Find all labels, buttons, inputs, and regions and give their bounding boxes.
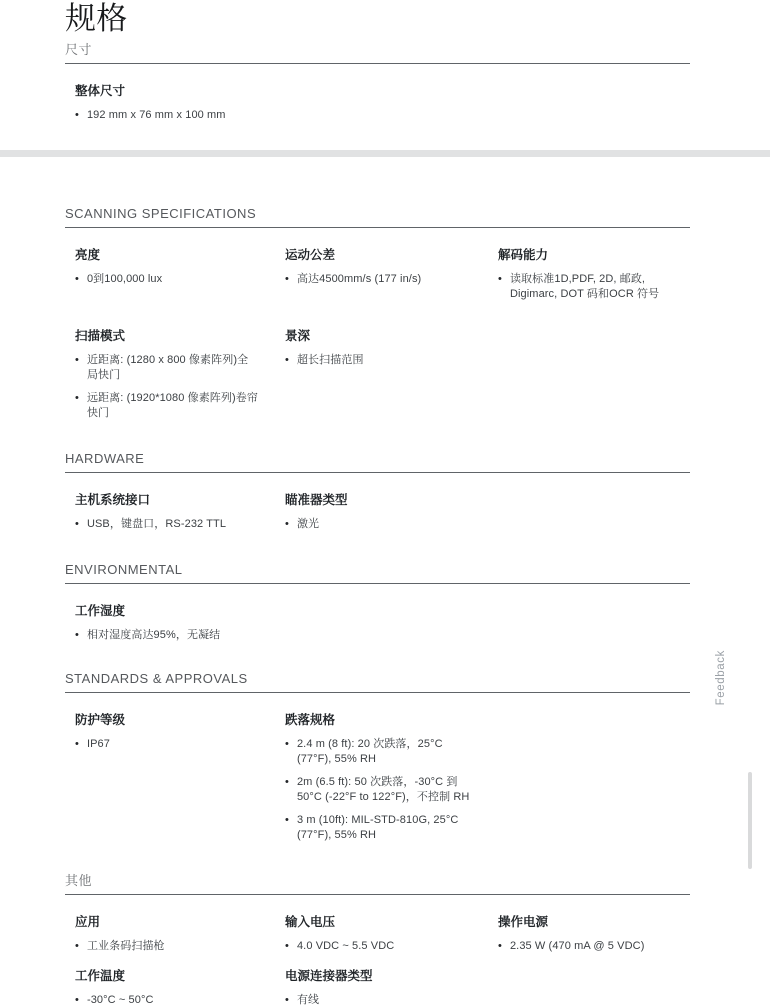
spec-group-ip-rating (65, 713, 275, 752)
spec-row (65, 604, 690, 643)
spec-value: 相对湿度高达95%，无凝结 (86, 629, 221, 641)
section-environmental (65, 562, 690, 643)
bullet-icon: • (75, 518, 79, 530)
section-heading-other: 其他 (65, 873, 690, 895)
spec-label: 防护等级 (75, 713, 126, 727)
spec-items (498, 272, 674, 302)
spec-value: 有线 (296, 994, 320, 1006)
spec-group-motion-tolerance (275, 248, 488, 287)
spec-label: 应用 (75, 915, 101, 929)
spec-item (285, 517, 472, 532)
spec-item (285, 775, 472, 805)
spec-label: 主机系统接口 (75, 493, 151, 507)
spec-item (285, 993, 472, 1008)
section-heading-scanning: SCANNING SPECIFICATIONS (65, 206, 690, 228)
feedback-tab[interactable]: Feedback (715, 650, 727, 706)
section-dimensions (65, 42, 690, 123)
spec-items (75, 517, 259, 532)
section-heading-standards: STANDARDS & APPROVALS (65, 671, 690, 693)
spec-value: 激光 (296, 518, 320, 530)
spec-item (75, 628, 259, 643)
bullet-icon: • (75, 994, 79, 1006)
spec-value: 工业条码扫描枪 (86, 940, 165, 952)
bullet-icon: • (285, 776, 289, 788)
spec-row (65, 329, 690, 421)
spec-row (65, 84, 690, 123)
spec-value: 0到100,000 lux (86, 273, 163, 285)
spec-label: 景深 (285, 329, 311, 343)
bullet-icon: • (285, 354, 289, 366)
bullet-icon: • (75, 273, 79, 285)
bullet-icon: • (75, 354, 79, 366)
spec-group-power-connector (275, 969, 488, 1008)
section-hardware (65, 451, 690, 532)
spec-group-host-interface (65, 493, 275, 532)
spec-row (65, 915, 690, 954)
spec-group-decode-capability (488, 248, 690, 302)
spec-label: 电源连接器类型 (285, 969, 373, 983)
spec-label: 输入电压 (285, 915, 336, 929)
spec-group-depth-of-field (275, 329, 488, 368)
spec-value: 远距离: (1920*1080 像素阵列)卷帘快门 (86, 392, 258, 419)
spec-label: 工作温度 (75, 969, 126, 983)
spec-value: 读取标准1D,PDF, 2D, 邮政, Digimarc, DOT 码和OCR 符号 (509, 273, 660, 300)
spec-label: 操作电源 (498, 915, 549, 929)
spec-row (65, 493, 690, 532)
spec-item (75, 353, 259, 383)
spec-label: 亮度 (75, 248, 101, 262)
spec-value: USB，键盘口，RS-232 TTL (86, 518, 227, 530)
section-heading-hardware: HARDWARE (65, 451, 690, 473)
spec-value: 高达4500mm/s (177 in/s) (296, 273, 422, 285)
spec-item (75, 993, 259, 1008)
spec-items (75, 993, 259, 1008)
bullet-icon: • (75, 629, 79, 641)
spec-label: 解码能力 (498, 248, 549, 262)
spec-group-application (65, 915, 275, 954)
spec-group-input-voltage (275, 915, 488, 954)
spec-row (65, 248, 690, 302)
bullet-icon: • (285, 518, 289, 530)
section-standards-approvals (65, 671, 690, 843)
spec-item (285, 737, 472, 767)
spec-label: 运动公差 (285, 248, 336, 262)
spec-item (498, 272, 674, 302)
spec-items (285, 517, 472, 532)
spec-item (75, 517, 259, 532)
section-heading-dimensions: 尺寸 (65, 42, 690, 64)
bullet-icon: • (285, 940, 289, 952)
spec-item (285, 272, 472, 287)
spec-group-scan-mode (65, 329, 275, 421)
bullet-icon: • (285, 738, 289, 750)
spec-items (285, 737, 472, 843)
spec-item (75, 108, 259, 123)
spec-value: 超长扫描范围 (296, 354, 364, 366)
spec-label: 整体尺寸 (75, 84, 126, 98)
divider-band (0, 150, 770, 157)
spec-content (0, 2, 770, 1008)
spec-items (285, 353, 472, 368)
bullet-icon: • (75, 392, 79, 404)
spec-item (75, 939, 259, 954)
spec-item (285, 353, 472, 368)
bullet-icon: • (75, 109, 79, 121)
spec-label: 瞄准器类型 (285, 493, 348, 507)
spec-label: 扫描模式 (75, 329, 126, 343)
spec-item (285, 813, 472, 843)
spec-item (285, 939, 472, 954)
spec-label: 工作湿度 (75, 604, 126, 618)
spec-items (75, 353, 259, 421)
spec-group-illumination (65, 248, 275, 287)
spec-value: -30°C ~ 50°C (86, 994, 154, 1006)
bullet-icon: • (498, 273, 502, 285)
spec-items (498, 939, 674, 954)
spec-items (285, 272, 472, 287)
spec-group-overall-dimensions (65, 84, 275, 123)
spec-value: 近距离: (1280 x 800 像素阵列)全局快门 (86, 354, 249, 381)
bullet-icon: • (498, 940, 502, 952)
spec-item (75, 391, 259, 421)
bullet-icon: • (75, 738, 79, 750)
bullet-icon: • (75, 940, 79, 952)
spec-group-operating-temperature (65, 969, 275, 1008)
section-scanning-specifications (65, 206, 690, 421)
spec-value: 2.4 m (8 ft): 20 次跌落，25°C (77°F), 55% RH (296, 738, 443, 765)
spec-items (285, 993, 472, 1008)
spec-value: 2m (6.5 ft): 50 次跌落，-30°C 到 50°C (-22°F to 122°F)，不控制 RH (296, 776, 470, 803)
spec-value: 4.0 VDC ~ 5.5 VDC (296, 940, 395, 952)
spec-items (75, 108, 259, 123)
spec-item (75, 272, 259, 287)
spec-item (498, 939, 674, 954)
spec-item (75, 737, 259, 752)
bullet-icon: • (285, 994, 289, 1006)
bullet-icon: • (285, 814, 289, 826)
section-heading-environmental: ENVIRONMENTAL (65, 562, 690, 584)
spec-row (65, 969, 690, 1008)
spec-value: 2.35 W (470 mA @ 5 VDC) (509, 940, 645, 952)
spec-group-aimer-type (275, 493, 488, 532)
spec-value: 192 mm x 76 mm x 100 mm (86, 109, 226, 121)
section-other (65, 873, 690, 1008)
spec-page (0, 1, 770, 1006)
spec-group-operating-power (488, 915, 690, 954)
spec-items (75, 628, 259, 643)
spec-value: IP67 (86, 738, 110, 750)
scrollbar-thumb[interactable] (748, 772, 752, 869)
spec-items (75, 939, 259, 954)
spec-row (65, 713, 690, 843)
spec-items (285, 939, 472, 954)
page-title: 规格 (65, 1, 128, 36)
spec-group-humidity (65, 604, 275, 643)
spec-value: 3 m (10ft): MIL-STD-810G, 25°C (77°F), 55% RH (296, 814, 459, 841)
bullet-icon: • (285, 273, 289, 285)
spec-items (75, 272, 259, 287)
spec-label: 跌落规格 (285, 713, 336, 727)
spec-items (75, 737, 259, 752)
spec-group-drop-spec (275, 713, 488, 843)
